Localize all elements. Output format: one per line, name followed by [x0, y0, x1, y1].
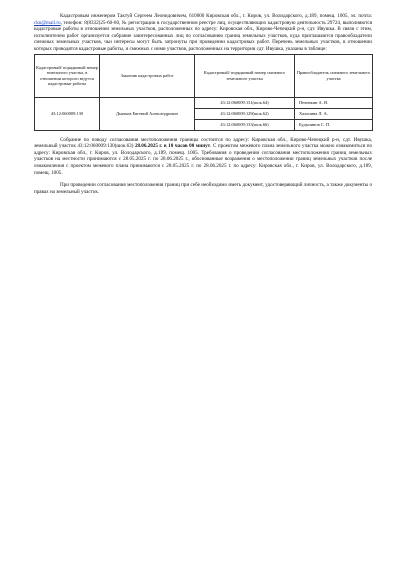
meeting-datetime: 28.06.2025 г. в 10 часов 00 минут	[134, 143, 211, 150]
intro-text-start: Кадастровым инженером Тактуй Сергеем Леонидовичем, 610000 Кировская обл., г. Киров, ул. Володарского, д.189, помещ. 1005, эл. почта:	[60, 13, 372, 19]
neighbor-owner: Будылинов С. П.	[295, 119, 373, 130]
neighbor-number: 43:12:060009:129(шок.62)	[195, 108, 295, 119]
intro-paragraph	[34, 13, 372, 53]
table-row	[35, 97, 373, 108]
documents-paragraph: При проведении согласования местоположения границ при себе необходимо иметь документ, удостоверяющий личность, а также документы о правах на земельный участок.	[34, 182, 372, 195]
neighbor-number: 43:12:060009:133(шок.66)	[195, 119, 295, 130]
intro-text-end: , телефон: 8(8332)25-60-60, № регистрации в государственном реестре лиц, осуществляющих кадастровую деятельность 29724, выполняются кадастровые работы в отношении земельных участков, расположенных по адресу: Кировская обл., Кирово-Чепецкий р-н, сдт. Ивушка. В связи с этим, исполнителем работ организуется собрание заинтересованных лиц по согласованию границ земельных участков, куда приглашаются правообладатели смежных земельных участков, чьи интересы могут быть затронуты при проведении кадастровых работ. Перечень земельных участков, в отношении которых проводятся кадастровые работы, и смежных с ними участков, расположенных на территории сдт. Ивушка, указаны в таблице:	[34, 19, 372, 52]
neighbor-number: 43:12:060009:131(шок.64)	[195, 97, 295, 108]
email-link[interactable]: ckn@mail.ru	[34, 19, 61, 26]
main-parcel-number: 43:12:060009:130	[35, 97, 100, 130]
header-neighbor-owner: Правообладатель смежного земельного участка	[295, 54, 373, 97]
notice-document	[34, 13, 372, 195]
header-parcel-number: Кадастровый/ порядковый номер земельного участка, в отношении которого ведутся кадастровые работы	[35, 54, 100, 97]
meeting-text-end: . С проектом межевого плана земельного участка можно ознакомиться по адресу: Кировская обл., г. Киров, ул. Володарского, д.189, помещ. 1005. Требования о проведении согласования местоположения границ земельных участков на местности принимаются с 28.05.2025 г. по 28.06.2025 г., обоснованные возражения о местоположении границ земельных участков после ознакомления с проектом межевого плана принимаются с 28.05.2025 г. по 28.06.2025 г. по адресу: Кировская обл., г. Киров, ул. Володарского, д.189, помещ. 1005.	[34, 143, 373, 176]
header-customer: Заказчик кадастровых работ	[100, 54, 195, 97]
neighbor-owner: Печенкин А. И.	[295, 97, 373, 108]
meeting-paragraph	[34, 137, 372, 177]
customer-name: Дьячков Евгений Александрович	[100, 97, 195, 130]
header-neighbor-number: Кадастровый/ порядковый номер смежного земельного участка	[195, 54, 295, 97]
meeting-text-start: Собрание по поводу согласования местоположения границы состоится по адресу: Кировская обл., Кирово-Чепецкий р-н, сдт. Ивушка, земельный участок 43:12:060009:130(шок.63)	[34, 136, 372, 150]
parcels-table	[34, 54, 373, 131]
neighbor-owner: Хальпина Л. А.	[295, 108, 373, 119]
table-header-row	[35, 54, 373, 97]
